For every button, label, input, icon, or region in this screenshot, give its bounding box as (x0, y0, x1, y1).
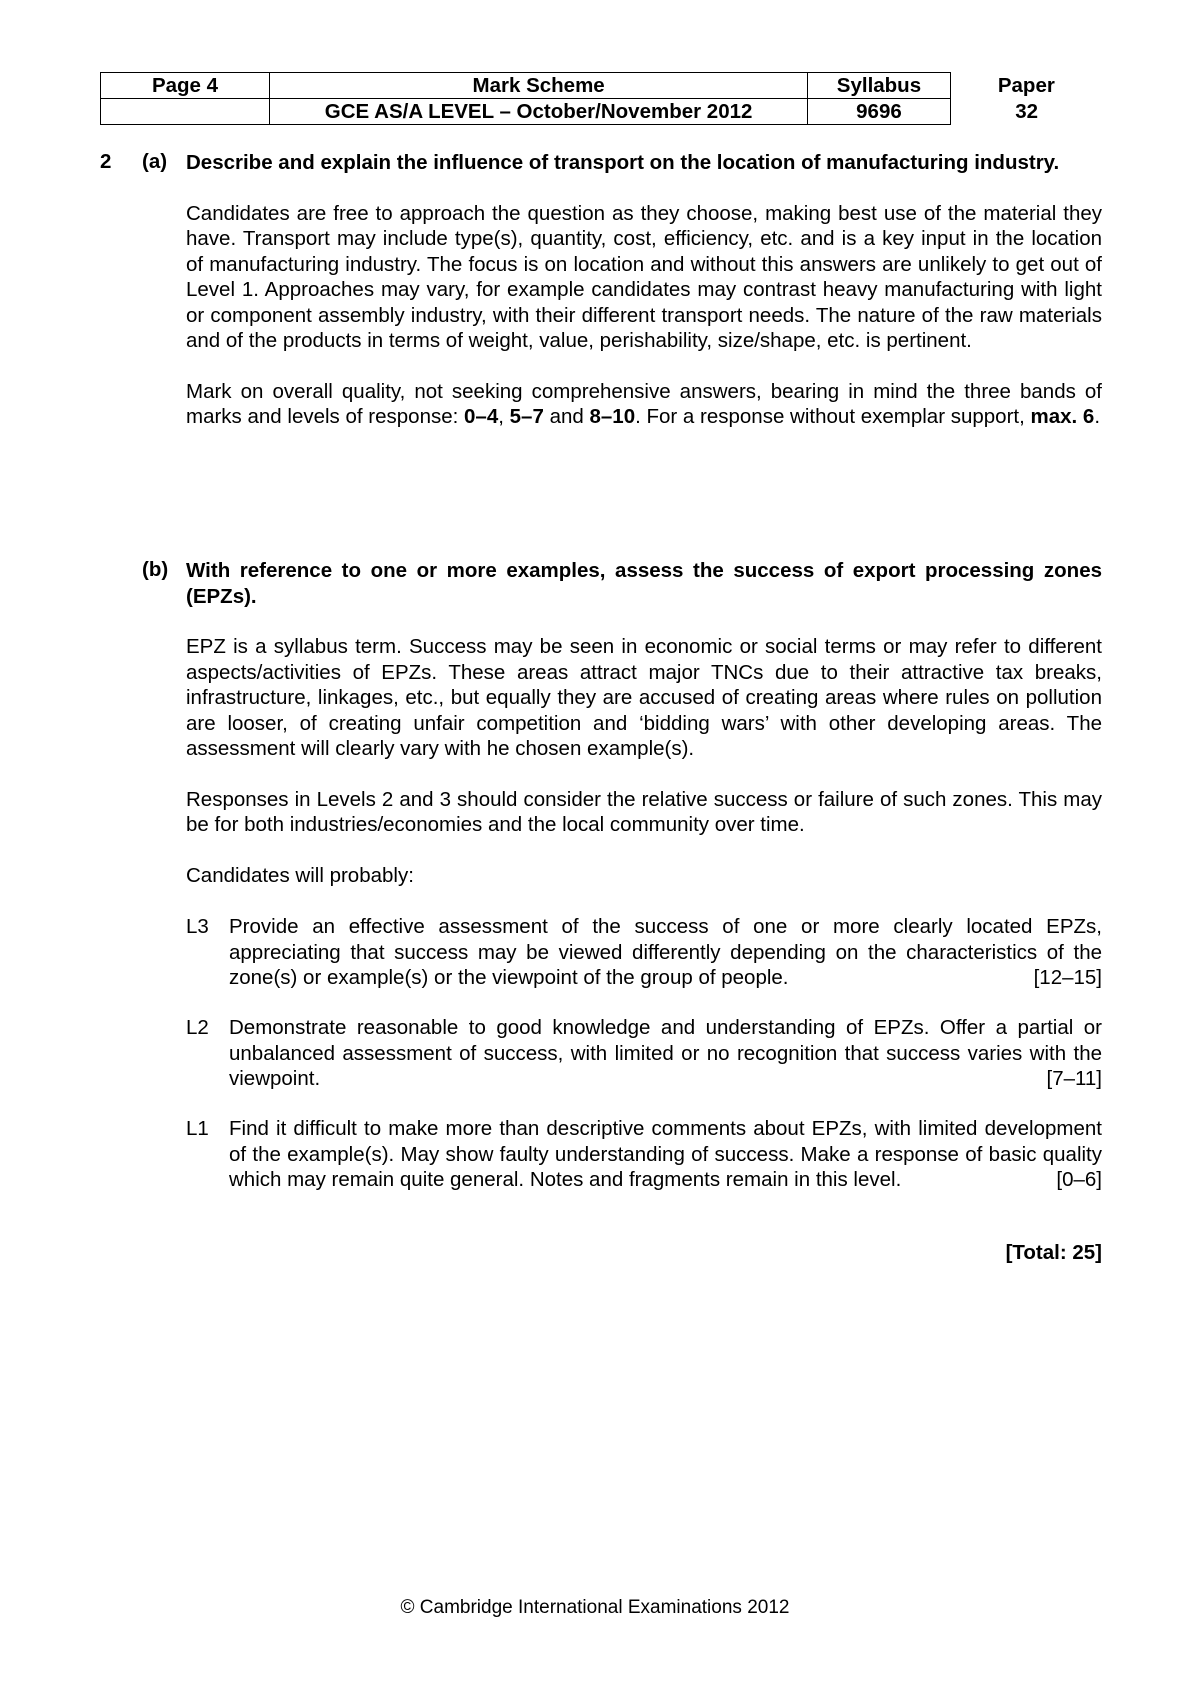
part-b-para2: Responses in Levels 2 and 3 should consider the relative success or failure of such zones. This may be for both industries/economies and the local community over time. (186, 787, 1102, 836)
part-a-para1: Candidates are free to approach the question as they choose, making best use of the material they have. Transport may include type(s), quantity, cost, efficiency, etc. and is a key input in the location of manufacturing industry. The focus is on location and without this answers are unlikely to get out of Level 1. Approaches may vary, for example candidates may contrast heavy manufacturing with light or component assembly industry, with their different transport needs. The nature of the raw materials and of the products in terms of weight, value, perishability, size/shape, etc. is pertinent. (186, 201, 1102, 352)
part-b-para3: Candidates will probably: (186, 863, 414, 887)
level-2 (186, 1015, 1102, 1092)
paper-code: 32 (1015, 100, 1039, 123)
part-a (186, 150, 1102, 430)
level-marks: [12–15] (1033, 966, 1102, 989)
part-a-para2: Mark on overall quality, not seeking comprehensive answers, bearing in mind the three bands of marks and levels of response: 0–4, 5–7 and 8–10. For a response without exemplar support, max. 6. (186, 379, 1102, 428)
level-code: L1 (186, 1117, 209, 1140)
doc-title: Mark Scheme (270, 73, 808, 99)
part-b-title: With reference to one or more examples, assess the success of export processing zones (EPZs). (186, 559, 1102, 608)
level-3 (186, 914, 1102, 991)
level-1 (186, 1116, 1102, 1193)
page-number: Page 4 (101, 73, 270, 99)
exam-level: GCE AS/A LEVEL – October/November 2012 (270, 99, 808, 125)
part-b-label: (b) (142, 558, 169, 581)
paper-label: Paper (997, 74, 1055, 97)
part-a-label: (a) (142, 150, 168, 173)
part-a-title: Describe and explain the influence of transport on the location of manufacturing industry. (186, 151, 1060, 174)
question-number: 2 (100, 150, 112, 173)
syllabus-label: Syllabus (808, 73, 951, 99)
syllabus-code: 9696 (808, 99, 951, 125)
copyright-footer: © Cambridge International Examinations 2012 (400, 1597, 790, 1618)
level-text: Provide an effective assessment of the success of one or more clearly located EPZs, appreciating that success may be viewed differently depending on the characteristics of the zone(s) or example(s) or the viewpoint of the group of people. (229, 915, 1102, 989)
level-code: L2 (186, 1016, 209, 1039)
level-code: L3 (186, 915, 209, 938)
total-marks: [Total: 25] (1005, 1241, 1102, 1264)
header-table (100, 72, 1103, 125)
level-marks: [0–6] (1056, 1168, 1102, 1191)
level-marks: [7–11] (1046, 1067, 1102, 1090)
level-text: Find it difficult to make more than descriptive comments about EPZs, with limited development of the example(s). May show faulty understanding of success. Make a response of basic quality which may remain quite general. Notes and fragments remain in this level. (229, 1117, 1102, 1191)
part-b (186, 558, 1102, 888)
part-b-para1: EPZ is a syllabus term. Success may be seen in economic or social terms or may refer to different aspects/activities of EPZs. These areas attract major TNCs due to their attractive tax breaks, infrastructure, linkages, etc., but equally they are accused of creating areas where rules on pollution are looser, of creating unfair competition and ‘bidding wars’ with other developing areas. The assessment will clearly vary with he chosen example(s). (186, 635, 1102, 760)
level-text: Demonstrate reasonable to good knowledge and understanding of EPZs. Offer a partial or unbalanced assessment of success, with limited or no recognition that success varies with the viewpoint. (229, 1016, 1102, 1090)
